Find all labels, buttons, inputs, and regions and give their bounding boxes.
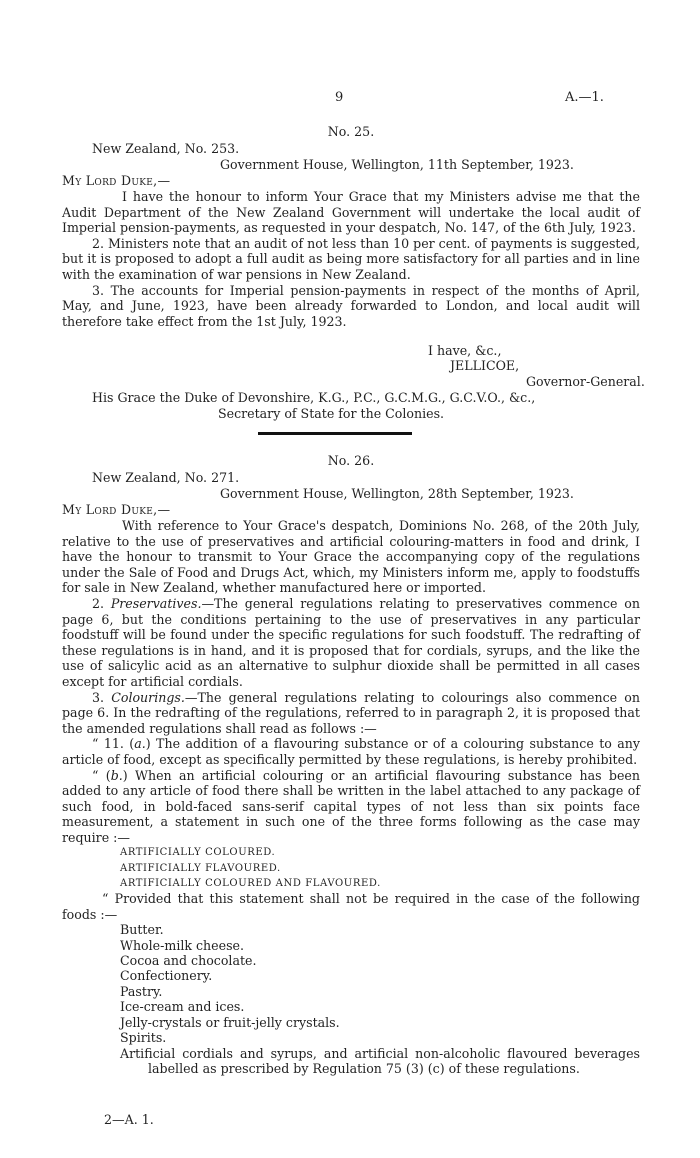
reg-b-letter: b.	[110, 767, 123, 783]
para2-title: Preservatives.	[110, 595, 202, 611]
letter1-place-date: Government House, Wellington, 11th September, 1923.	[220, 157, 574, 172]
reg-a-lead: “ 11. (	[92, 736, 135, 752]
letter1-salutation: My Lord Duke,—	[62, 173, 171, 188]
letter1-closing: I have, &c.,	[428, 343, 502, 358]
list-item: Cocoa and chocolate.	[120, 953, 257, 969]
letter1-addressee-title: Secretary of State for the Colonies.	[218, 406, 445, 421]
label-form-1: ARTIFICIALLY COLOURED.	[120, 847, 276, 859]
letter2-salutation: My Lord Duke,—	[62, 502, 171, 517]
list-item: Artificial cordials and syrups, and artificial non-alcoholic flavoured beverages labelled as prescribed by Regulation 75 (3) (c) of these regulations.	[120, 1045, 640, 1076]
proviso: “ Provided that this statement shall not be required in the case of the following foods :—	[62, 891, 640, 922]
letter1-addressee: His Grace the Duke of Devonshire, K.G., P.C., G.C.M.G., G.C.V.O., &c.,	[92, 390, 536, 405]
list-item: Whole-milk cheese.	[120, 937, 244, 953]
letter2-from: New Zealand, No. 271.	[92, 470, 240, 485]
section-divider	[258, 432, 412, 435]
printer-signature-mark: 2—A. 1.	[104, 1112, 154, 1127]
label-form-2: ARTIFICIALLY FLAVOURED.	[120, 862, 281, 874]
letter1-from: New Zealand, No. 253.	[92, 141, 240, 156]
letter2-number: No. 26.	[327, 453, 375, 468]
para3-text: —The general regulations relating to colourings also commence on page 6. In the redrafting of the regulations, referred to in paragraph 2, it is proposed that the amended regulations shall read as follows :—	[62, 689, 640, 736]
page-number: 9	[335, 90, 344, 105]
regulation-11a	[62, 736, 640, 767]
list-item: Confectionery.	[120, 968, 213, 984]
para2-text: —The general regulations relating to preservatives commence on page 6, but the conditions pertaining to the use of preservatives in any particular foodstuff will be found under the specific regulations for such foodstuff. The redrafting of these regulations is in hand, and it is proposed that for cordials, syrups, and the like the use of salicylic acid as an alternative to sulphur dioxide shall be permitted in all cases except for artificial cordials.	[62, 595, 640, 689]
list-item: Pastry.	[120, 983, 163, 999]
list-item: Jelly-crystals or fruit-jelly crystals.	[120, 1014, 340, 1030]
para2-number: 2.	[92, 595, 111, 611]
reg-a-text: ) The addition of a flavouring substance or of a colouring substance to any article of food, except as specifically permitted by these regulations, is hereby prohibited.	[62, 736, 640, 767]
label-form-3: ARTIFICIALLY COLOURED AND FLAVOURED.	[120, 877, 381, 889]
letter1-para2: 2. Ministers note that an audit of not less than 10 per cent. of payments is suggested, but it is proposed to adopt a full audit as being more satisfactory for all parties and in line with the examination of war pensions in New Zealand.	[62, 235, 641, 282]
letter1-signature: JELLICOE,	[450, 358, 520, 373]
letter2-para2	[62, 596, 640, 690]
letter2-para1: With reference to Your Grace's despatch, Dominions No. 268, of the 20th July, relative to the use of preservatives and artificial colouring-matters in food and drink, I have the honour to transmit to Your Grace the accompanying copy of the regulations under the Sale of Food and Drugs Act, which, my Ministers inform me, apply to foodstuffs for sale in New Zealand, whether manufactured here or imported.	[62, 518, 640, 596]
letter1-para1: I have the honour to inform Your Grace that my Ministers advise me that the Audit Department of the New Zealand Government will undertake the local audit of Imperial pension-payments, as requested in your despatch, No. 147, of the 6th July, 1923.	[62, 189, 640, 236]
exempt-foods-list	[62, 922, 640, 1076]
reg-a-letter: a.	[134, 736, 146, 752]
para3-number: 3.	[92, 689, 112, 705]
letter2-para3	[62, 690, 640, 737]
letter2-body	[62, 518, 640, 1076]
letter1-body	[62, 189, 640, 329]
para3-title: Colourings.	[111, 689, 185, 705]
list-item: Ice-cream and ices.	[120, 999, 245, 1015]
reg-b-text: ) When an artificial colouring or an artificial flavouring substance has been added to any article of food there shall be written in the label attached to any package of such food, in bold-faced sans-serif capital types of not less than six points face measurement, a statement in such one of the three forms following as the case may require :—	[62, 767, 640, 845]
list-item: Butter.	[120, 922, 164, 938]
letter1-para3: 3. The accounts for Imperial pension-payments in respect of the months of April, May, and June, 1923, have been already forwarded to London, and local audit will therefore take effect from the 1st July, 1923.	[62, 282, 640, 329]
page-reference: A.—1.	[565, 90, 604, 105]
regulation-11b	[62, 768, 640, 846]
reg-b-lead: “ (	[92, 767, 111, 783]
letter2-place-date: Government House, Wellington, 28th September, 1923.	[220, 486, 574, 501]
letter1-number: No. 25.	[327, 124, 375, 139]
letter1-sig-title: Governor-General.	[526, 374, 645, 389]
list-item: Spirits.	[120, 1030, 167, 1046]
